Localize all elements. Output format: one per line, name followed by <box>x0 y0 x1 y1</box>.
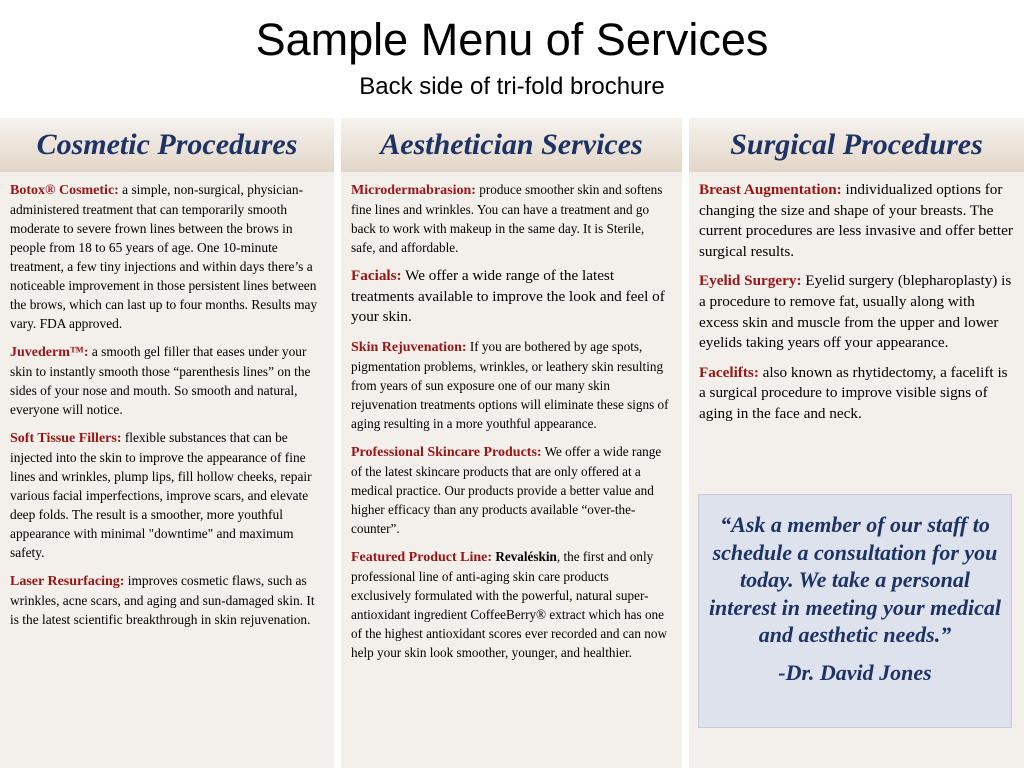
service-description: If you are bothered by age spots, pigmentation problems, wrinkles, or leathery skin resulting from years of sun exposure one of our many skin rejuvenation treatments options will eliminate these signs of aging resulting in a more youthful appearance. <box>351 338 669 431</box>
cosmetic-procedures-column <box>0 118 334 768</box>
service-entry-featured-product-line <box>351 547 672 662</box>
column-body <box>0 172 334 629</box>
service-entry-eyelid-surgery <box>699 271 1014 353</box>
service-entry-facials <box>351 266 672 328</box>
consultation-quote-box <box>698 494 1012 728</box>
service-description: We offer a wide range of the latest treatments available to improve the look and feel of your skin. <box>351 267 665 326</box>
page-title: Sample Menu of Services <box>255 14 769 65</box>
column-body <box>341 172 682 662</box>
service-term: Facelifts: <box>699 363 759 381</box>
service-description: , the first and only professional line of anti-aging skin care products exclusively formulated with the powerful, natural super-antioxidant ingredient CoffeeBerry® extract which has one of the highest antioxidant scores ever recorded and can now help your skin look smoother, younger, and healthier. <box>351 548 668 660</box>
service-description: a smooth gel filler that eases under your skin to instantly smooth those “parenthesis lines” on the sides of your nose and mouth. So smooth and natural, everyone will notice. <box>10 344 311 417</box>
service-description: improves cosmetic flaws, such as wrinkles, acne scars, and aging and sun-damaged skin. It is the latest scientific breakthrough in skin rejuvenation. <box>10 573 315 627</box>
brand-name: Revaléskin <box>492 548 557 564</box>
service-term: Soft Tissue Fillers: <box>10 431 122 446</box>
service-term: Microdermabrasion: <box>351 183 476 198</box>
column-body <box>689 172 1024 425</box>
service-description: Eyelid surgery (blepharoplasty) is a procedure to remove fat, usually along with excess skin and muscle from the upper and lower eyelids taking years off your appearance. <box>699 272 1012 352</box>
service-term: Facials: <box>351 267 402 284</box>
page-subtitle: Back side of tri-fold brochure <box>359 73 665 100</box>
column-heading: Aesthetician Services <box>341 118 682 172</box>
service-entry-botox <box>10 180 324 333</box>
service-entry-skin-rejuvenation <box>351 337 672 433</box>
service-term: Botox® Cosmetic: <box>10 183 119 198</box>
service-entry-soft-tissue-fillers <box>10 428 324 562</box>
service-entry-laser-resurfacing <box>10 571 324 629</box>
quote-author: -Dr. David Jones <box>778 659 932 685</box>
quote-text: “Ask a member of our staff to schedule a consultation for you today. We take a personal interest in meeting your medical and aesthetic needs.” <box>708 512 1002 647</box>
service-term: Juvederm™: <box>10 345 89 360</box>
service-description: also known as rhytidectomy, a facelift is a surgical procedure to improve visible signs of aging in the face and neck. <box>699 363 1008 422</box>
service-entry-skincare-products <box>351 442 672 538</box>
service-entry-microdermabrasion <box>351 180 672 257</box>
service-entry-breast-augmentation <box>699 180 1014 262</box>
service-term: Breast Augmentation: <box>699 181 842 198</box>
service-description: We offer a wide range of the latest skincare products that are only offered at a medical practice. Our products provide a better value and higher efficacy than any products available “over-the-counter”. <box>351 443 662 536</box>
service-term: Eyelid Surgery: <box>699 272 802 290</box>
aesthetician-services-column <box>341 118 682 768</box>
column-heading: Surgical Procedures <box>689 118 1024 172</box>
service-description: individualized options for changing the size and shape of your breasts. The current procedures are less invasive and offer better surgical results. <box>699 181 1013 260</box>
service-description: a simple, non-surgical, physician-administered treatment that can temporarily smooth moderate to severe frown lines between the brows in people from 18 to 65 years of age. One 10-minute treatment, a few tiny injections and within days there’s a noticeable improvement in those persistent lines between the brows, which can last up to four months. Results may vary. FDA approved. <box>10 182 318 331</box>
page-header <box>0 0 1024 116</box>
column-heading: Cosmetic Procedures <box>0 118 334 172</box>
service-description: produce smoother skin and softens fine lines and wrinkles. You can have a treatment and go back to work with makeup in the same day. It is Sterile, safe, and affordable. <box>351 182 663 255</box>
service-term: Skin Rejuvenation: <box>351 339 467 355</box>
service-entry-juvederm <box>10 342 324 419</box>
surgical-procedures-column <box>689 118 1024 768</box>
service-term: Laser Resurfacing: <box>10 574 125 589</box>
service-description: flexible substances that can be injected into the skin to improve the appearance of fine lines and wrinkles, plump lips, fill hollow cheeks, repair various facial imperfections, improve scars, and elevate deep folds. The result is a smoother, more youthful appearance with minimal "downtime" and maximum safety. <box>10 430 312 560</box>
service-term: Featured Product Line: <box>351 549 493 565</box>
service-entry-facelifts <box>699 363 1014 425</box>
service-term: Professional Skincare Products: <box>351 444 542 460</box>
